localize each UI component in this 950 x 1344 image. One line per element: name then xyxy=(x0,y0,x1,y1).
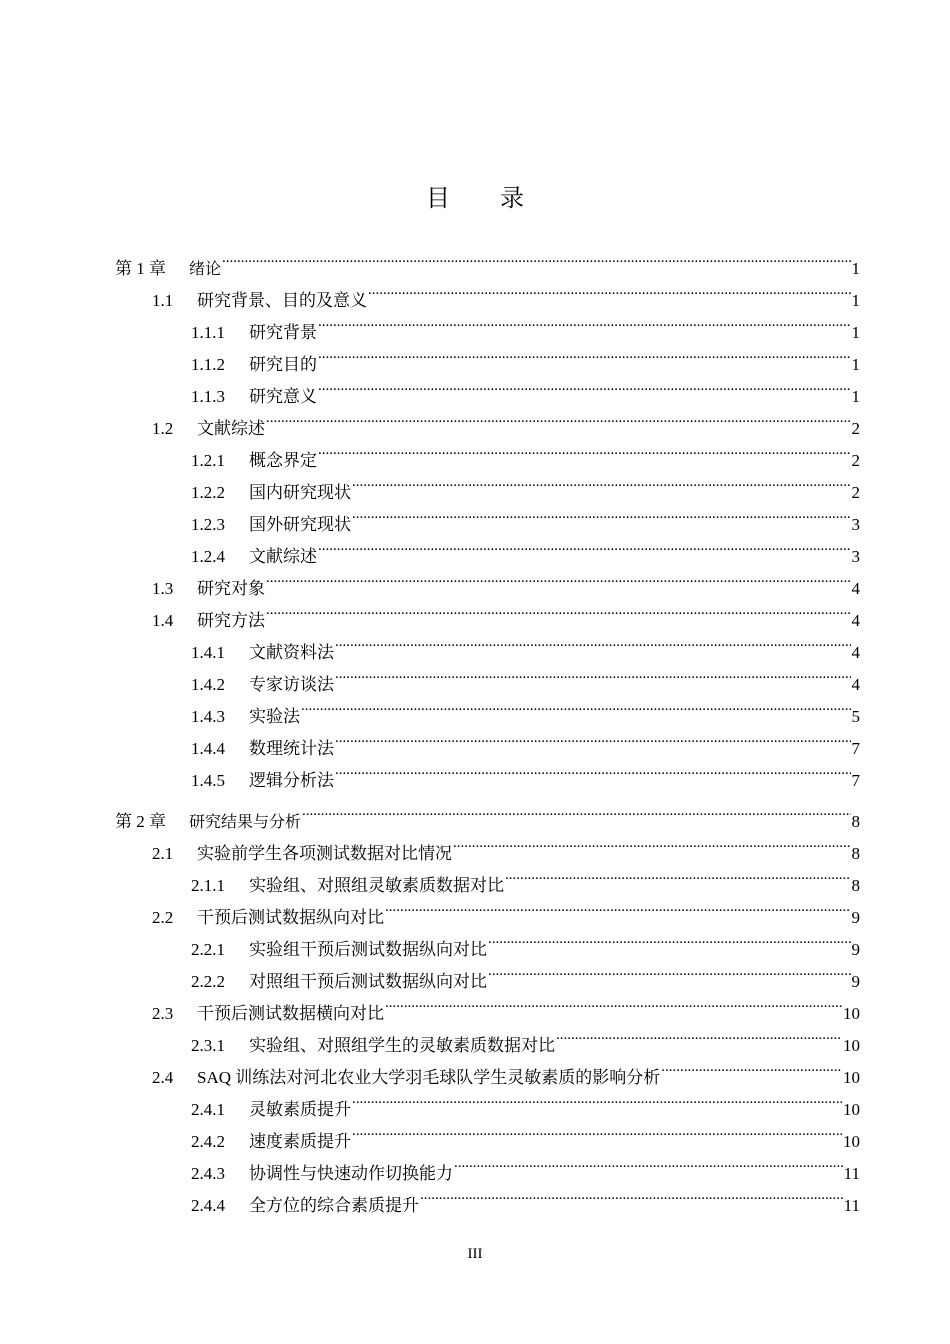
toc-entry[interactable] xyxy=(152,891,860,927)
toc-entry-number: 1.2.4 xyxy=(191,547,225,566)
toc-dot-leader xyxy=(335,722,851,754)
toc-entry-number: 1.4 xyxy=(152,611,174,630)
toc-entry-page: 10 xyxy=(843,1036,860,1055)
toc-dot-leader xyxy=(352,498,851,530)
toc-dot-leader xyxy=(368,274,851,306)
toc-entry-number: 1.4.4 xyxy=(191,739,225,758)
toc-entry-label: 专家访谈法 xyxy=(249,675,334,694)
toc-entry-label: 实验组、对照组灵敏素质数据对比 xyxy=(249,876,504,895)
toc-dot-leader xyxy=(266,562,851,594)
toc-entry[interactable] xyxy=(191,690,860,726)
toc-entry[interactable] xyxy=(152,274,860,310)
toc-entry[interactable] xyxy=(191,1179,860,1215)
toc-entry-number: 1.1.2 xyxy=(191,355,225,374)
toc-entry-number: 2.3.1 xyxy=(191,1036,225,1055)
toc-dot-leader xyxy=(385,891,851,923)
toc-entry[interactable] xyxy=(191,370,860,406)
toc-dot-leader xyxy=(318,530,851,562)
toc-entry-label: 文献综述 xyxy=(197,419,265,438)
toc-dot-leader xyxy=(352,1083,842,1115)
toc-entry-label: 国外研究现状 xyxy=(249,515,351,534)
toc-entry-number: 2.4.3 xyxy=(191,1164,225,1183)
toc-dot-leader xyxy=(318,338,851,370)
toc-entry-number: 2.4.4 xyxy=(191,1196,225,1215)
toc-dot-leader xyxy=(454,1147,843,1179)
toc-dot-leader xyxy=(266,594,851,626)
toc-dot-leader xyxy=(661,1051,842,1083)
toc-entry[interactable] xyxy=(152,827,860,863)
toc-entry-label: 研究目的 xyxy=(249,355,317,374)
toc-entry-page: 10 xyxy=(843,1132,860,1151)
toc-entry-label: 协调性与快速动作切换能力 xyxy=(249,1164,453,1183)
toc-entry-number: 2.4.2 xyxy=(191,1132,225,1151)
page-title xyxy=(0,178,950,213)
toc-dot-leader xyxy=(335,658,851,690)
toc-entry[interactable] xyxy=(191,658,860,694)
toc-entry-number: 2.4.1 xyxy=(191,1100,225,1119)
toc-entry[interactable] xyxy=(152,402,860,438)
toc-entry-number: 1.4.5 xyxy=(191,771,225,790)
toc-entry-label: 文献资料法 xyxy=(249,643,334,662)
toc-entry[interactable] xyxy=(191,306,860,342)
toc-entry-label: 干预后测试数据横向对比 xyxy=(197,1004,384,1023)
toc-dot-leader xyxy=(453,827,851,859)
toc-entry-number: 2.3 xyxy=(152,1004,174,1023)
toc-entry-number: 1.4.2 xyxy=(191,675,225,694)
toc-entry[interactable] xyxy=(191,859,860,895)
toc-entry-page: 1 xyxy=(851,355,860,374)
footer-page-number: III xyxy=(467,1246,483,1262)
toc-entry-label: 速度素质提升 xyxy=(249,1132,351,1151)
toc-entry-page: 11 xyxy=(843,1196,860,1215)
toc-entry-label: 实验法 xyxy=(249,707,300,726)
toc-entry[interactable] xyxy=(191,1019,860,1055)
toc-entry[interactable] xyxy=(115,795,860,831)
toc-entry-page: 1 xyxy=(851,323,860,342)
toc-entry-label: 对照组干预后测试数据纵向对比 xyxy=(249,972,487,991)
toc-entry-page: 10 xyxy=(843,1100,860,1119)
toc-entry[interactable] xyxy=(191,498,860,534)
toc-entry[interactable] xyxy=(152,562,860,598)
toc-entry[interactable] xyxy=(191,466,860,502)
title-part-2: 录 xyxy=(500,184,524,212)
toc-dot-leader xyxy=(420,1179,843,1211)
toc-entry-page: 3 xyxy=(851,547,860,566)
toc-entry-label: 全方位的综合素质提升 xyxy=(249,1196,419,1215)
toc-entry-number: 1.2.1 xyxy=(191,451,225,470)
toc-entry-number: 2.2.1 xyxy=(191,940,225,959)
title-part-1: 目 xyxy=(426,184,450,212)
toc-dot-leader xyxy=(556,1019,842,1051)
toc-entry[interactable] xyxy=(152,594,860,630)
toc-entry-page: 8 xyxy=(851,812,860,831)
toc-entry-label: SAQ 训练法对河北农业大学羽毛球队学生灵敏素质的影响分析 xyxy=(197,1068,661,1087)
toc-entry-page: 7 xyxy=(851,771,860,790)
toc-entry-label: 概念界定 xyxy=(249,451,317,470)
toc-entry-page: 5 xyxy=(851,707,860,726)
toc-dot-leader xyxy=(318,370,851,402)
toc-entry[interactable] xyxy=(191,722,860,758)
toc-entry[interactable] xyxy=(191,626,860,662)
toc-entry-label: 干预后测试数据纵向对比 xyxy=(197,908,384,927)
toc-dot-leader xyxy=(301,690,851,722)
toc-dot-leader xyxy=(222,242,850,274)
toc-entry[interactable] xyxy=(152,1051,860,1087)
toc-entry[interactable] xyxy=(191,955,860,991)
toc-entry-page: 9 xyxy=(851,908,860,927)
toc-entry-label: 研究背景、目的及意义 xyxy=(197,291,367,310)
toc-entry-page: 4 xyxy=(851,675,860,694)
toc-entry-page: 1 xyxy=(851,291,860,310)
toc-entry-page: 4 xyxy=(851,643,860,662)
toc-entry[interactable] xyxy=(152,987,860,1023)
toc-entry-page: 8 xyxy=(851,844,860,863)
toc-dot-leader xyxy=(488,923,851,955)
toc-entry-number: 1.1 xyxy=(152,291,174,310)
toc-entry[interactable] xyxy=(191,338,860,374)
toc-entry-number: 2.2.2 xyxy=(191,972,225,991)
toc-entry-page: 2 xyxy=(851,483,860,502)
toc-entry-number: 1.4.1 xyxy=(191,643,225,662)
toc-entry-page: 8 xyxy=(851,876,860,895)
toc-entry-label: 研究意义 xyxy=(249,387,317,406)
toc-entry-page: 2 xyxy=(851,419,860,438)
toc-entry-page: 2 xyxy=(851,451,860,470)
toc-entry[interactable] xyxy=(191,1083,860,1119)
toc-entry-page: 4 xyxy=(851,579,860,598)
toc-dot-leader xyxy=(505,859,851,891)
toc-entry-page: 9 xyxy=(851,940,860,959)
toc-entry-number: 1.1.3 xyxy=(191,387,225,406)
toc-entry-number: 第 2 章 xyxy=(115,812,166,831)
toc-dot-leader xyxy=(302,795,850,827)
toc-entry-number: 1.1.1 xyxy=(191,323,225,342)
toc-entry-page: 10 xyxy=(843,1004,860,1023)
toc-entry-label: 研究结果与分析 xyxy=(189,812,302,831)
toc-entry-label: 实验组干预后测试数据纵向对比 xyxy=(249,940,487,959)
toc-dot-leader xyxy=(335,754,851,786)
toc-entry-label: 文献综述 xyxy=(249,547,317,566)
toc-entry[interactable] xyxy=(191,434,860,470)
toc-entry-page: 4 xyxy=(851,611,860,630)
toc-entry[interactable] xyxy=(115,242,860,278)
toc-entry[interactable] xyxy=(191,754,860,790)
toc-entry-label: 研究方法 xyxy=(197,611,265,630)
toc-dot-leader xyxy=(266,402,851,434)
toc-entry-number: 1.4.3 xyxy=(191,707,225,726)
toc-entry-page: 11 xyxy=(843,1164,860,1183)
toc-entry-number: 2.1 xyxy=(152,844,174,863)
toc-entry[interactable] xyxy=(191,923,860,959)
toc-entry-label: 研究对象 xyxy=(197,579,265,598)
toc-entry-page: 1 xyxy=(851,259,860,278)
toc-entry-page: 7 xyxy=(851,739,860,758)
toc-entry-label: 绪论 xyxy=(189,259,222,278)
toc-entry-label: 研究背景 xyxy=(249,323,317,342)
toc-entry-number: 2.2 xyxy=(152,908,174,927)
toc-entry-label: 实验前学生各项测试数据对比情况 xyxy=(197,844,452,863)
toc-entry-page: 3 xyxy=(851,515,860,534)
toc-entry[interactable] xyxy=(191,1115,860,1151)
toc-entry-number: 1.3 xyxy=(152,579,174,598)
toc-entry-label: 实验组、对照组学生的灵敏素质数据对比 xyxy=(249,1036,555,1055)
toc-entry-label: 灵敏素质提升 xyxy=(249,1100,351,1119)
toc-dot-leader xyxy=(335,626,851,658)
toc-entry[interactable] xyxy=(191,530,860,566)
toc-dot-leader xyxy=(318,306,851,338)
toc-dot-leader xyxy=(352,466,851,498)
toc-entry-number: 2.4 xyxy=(152,1068,174,1087)
toc-entry-page: 10 xyxy=(843,1068,860,1087)
toc-entry-page: 9 xyxy=(851,972,860,991)
toc-entry-label: 逻辑分析法 xyxy=(249,771,334,790)
toc-entry-label: 数理统计法 xyxy=(249,739,334,758)
toc-dot-leader xyxy=(352,1115,842,1147)
toc-entry-number: 第 1 章 xyxy=(115,259,166,278)
toc-entry-page: 1 xyxy=(851,387,860,406)
toc-entry-number: 1.2 xyxy=(152,419,174,438)
toc-entry-number: 2.1.1 xyxy=(191,876,225,895)
toc-entry-number: 1.2.2 xyxy=(191,483,225,502)
toc-entry-label: 国内研究现状 xyxy=(249,483,351,502)
toc-entry[interactable] xyxy=(191,1147,860,1183)
toc-dot-leader xyxy=(488,955,851,987)
toc-dot-leader xyxy=(318,434,851,466)
toc-dot-leader xyxy=(385,987,842,1019)
toc-entry-number: 1.2.3 xyxy=(191,515,225,534)
